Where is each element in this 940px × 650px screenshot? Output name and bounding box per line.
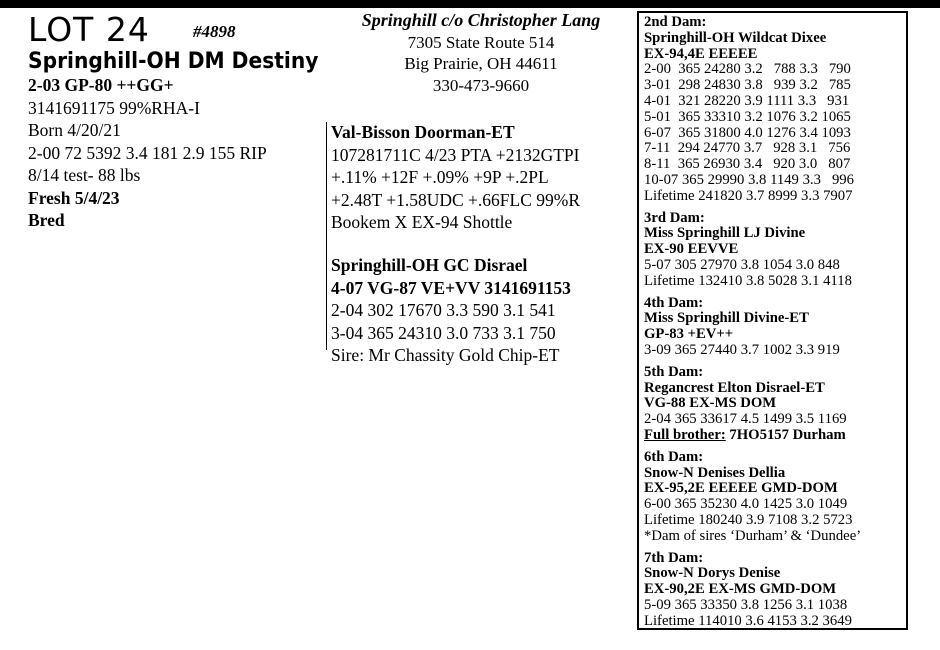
pedigree-3rd-dam: [644, 211, 906, 290]
full-brother-value: 7HO5157 Durham: [725, 426, 846, 443]
full-brother-note: [644, 428, 906, 444]
dam-name: Springhill-OH GC Disrael: [331, 255, 528, 275]
dam-record: 4-01 321 28220 3.9 1111 3.3 931: [644, 92, 850, 109]
sire-line: +2.48T +1.58UDC +.66FLC 99%R: [331, 189, 581, 210]
dam-class: EX-94,4E EEEEE: [644, 45, 758, 62]
dam-name: Regancrest Elton Disrael-ET: [644, 379, 825, 396]
dam-line: Sire: Mr Chassity Gold Chip-ET: [331, 345, 560, 365]
dam-class: GP-83 +EV++: [644, 326, 734, 343]
animal-registration: 3141691175 99%RHA-I: [28, 97, 200, 118]
animal-name: Springhill-OH DM Destiny: [28, 49, 319, 74]
sire-block: [331, 121, 580, 234]
dam-record: 7-11 294 24770 3.7 928 3.1 756: [644, 140, 851, 157]
sire-line: 107281711C 4/23 PTA +2132GTPI: [331, 144, 580, 165]
dam-class: EX-90,2E EX-MS GMD-DOM: [644, 581, 837, 598]
dam-line: 2-04 302 17670 3.3 590 3.1 541: [331, 300, 556, 320]
dam-record: 8-11 365 26930 3.4 920 3.0 807: [644, 156, 851, 173]
dam-class: EX-90 EEVVE: [644, 241, 739, 258]
animal-fresh: Fresh 5/4/23: [28, 187, 120, 208]
dam-record: 5-09 365 33350 3.8 1256 3.1 1038: [644, 596, 848, 613]
dam-record: 3-09 365 27440 3.7 1002 3.3 919: [644, 341, 840, 358]
animal-test: 8/14 test- 88 lbs: [28, 165, 141, 185]
animal-details: [28, 74, 267, 232]
lot-number: #4898: [193, 22, 236, 41]
dam-record: 10-07 365 29990 3.8 1149 3.3 996: [644, 171, 854, 188]
pedigree-4th-dam: [644, 296, 906, 359]
pedigree-7th-dam: [644, 551, 906, 630]
sire-line: Bookem X EX-94 Shottle: [331, 212, 513, 232]
dam-record: 5-01 365 33310 3.2 1076 3.2 1065: [644, 108, 851, 125]
dam-class: VG-88 EX-MS DOM: [644, 395, 777, 412]
full-brother-label: Full brother:: [644, 426, 726, 443]
dam-record: Lifetime 114010 3.6 4153 3.2 3649: [644, 612, 852, 629]
animal-classification: 2-03 GP-80 ++GG+: [28, 75, 174, 95]
dam-record: Lifetime 180240 3.9 7108 3.2 5723: [644, 511, 853, 528]
pedigree-2nd-dam: [644, 15, 906, 205]
owner-phone: 330-473-9660: [432, 75, 530, 95]
lot-label: LOT 24: [28, 10, 150, 49]
dam-block: [331, 254, 571, 367]
dam-record: Lifetime 132410 3.8 5028 3.1 4118: [644, 272, 852, 289]
dam-name: Springhill-OH Wildcat Dixee: [644, 29, 827, 46]
dam-name: Miss Springhill LJ Divine: [644, 225, 806, 242]
dam-record: 5-07 305 27970 3.8 1054 3.0 848: [644, 256, 840, 273]
owner-name: Springhill c/o Christopher Lang: [361, 10, 601, 30]
dam-class: EX-95,2E EEEEE GMD-DOM: [644, 480, 838, 497]
dam-name: Snow-N Denises Dellia: [644, 464, 786, 481]
dam-record: 3-01 298 24830 3.8 939 3.2 785: [644, 77, 851, 94]
dam-classification: 4-07 VG-87 VE+VV 3141691153: [331, 277, 571, 298]
top-border: [0, 0, 940, 8]
dam-record: Lifetime 241820 3.7 8999 3.3 7907: [644, 187, 853, 204]
pedigree-6th-dam: [644, 450, 906, 545]
dam-record: 2-00 365 24280 3.2 788 3.3 790: [644, 61, 851, 78]
owner-block: [331, 10, 631, 96]
sire-name: Val-Bisson Doorman-ET: [331, 122, 515, 142]
dam-title: 7th Dam:: [644, 549, 704, 566]
pedigree-divider-line: [326, 122, 327, 350]
dam-title: 6th Dam:: [644, 448, 704, 465]
dam-record: 6-00 365 35230 4.0 1425 3.0 1049: [644, 496, 848, 513]
animal-status: Bred: [28, 210, 65, 230]
dam-record: 2-04 365 33617 4.5 1499 3.5 1169: [644, 411, 847, 428]
owner-address-2: Big Prairie, OH 44611: [404, 54, 558, 73]
pedigree-5th-dam: [644, 365, 906, 444]
dam-record: 6-07 365 31800 4.0 1276 3.4 1093: [644, 124, 851, 141]
dam-line: 3-04 365 24310 3.0 733 3.1 750: [331, 322, 556, 343]
dam-name: Miss Springhill Divine-ET: [644, 310, 809, 327]
dam-name: Snow-N Dorys Denise: [644, 565, 781, 582]
dam-record: *Dam of sires ‘Durham’ & ‘Dundee’: [644, 527, 862, 544]
owner-address-1: 7305 State Route 514: [407, 32, 555, 52]
dam-title: 5th Dam:: [644, 363, 704, 380]
dam-title: 4th Dam:: [644, 294, 704, 311]
dam-title: 3rd Dam:: [644, 209, 705, 226]
pedigree-box: [637, 11, 908, 630]
animal-born: Born 4/20/21: [28, 120, 121, 140]
sire-line: +.11% +12F +.09% +9P +.2PL: [331, 167, 549, 187]
dam-title: 2nd Dam:: [644, 14, 707, 30]
animal-record: 2-00 72 5392 3.4 181 2.9 155 RIP: [28, 142, 267, 163]
